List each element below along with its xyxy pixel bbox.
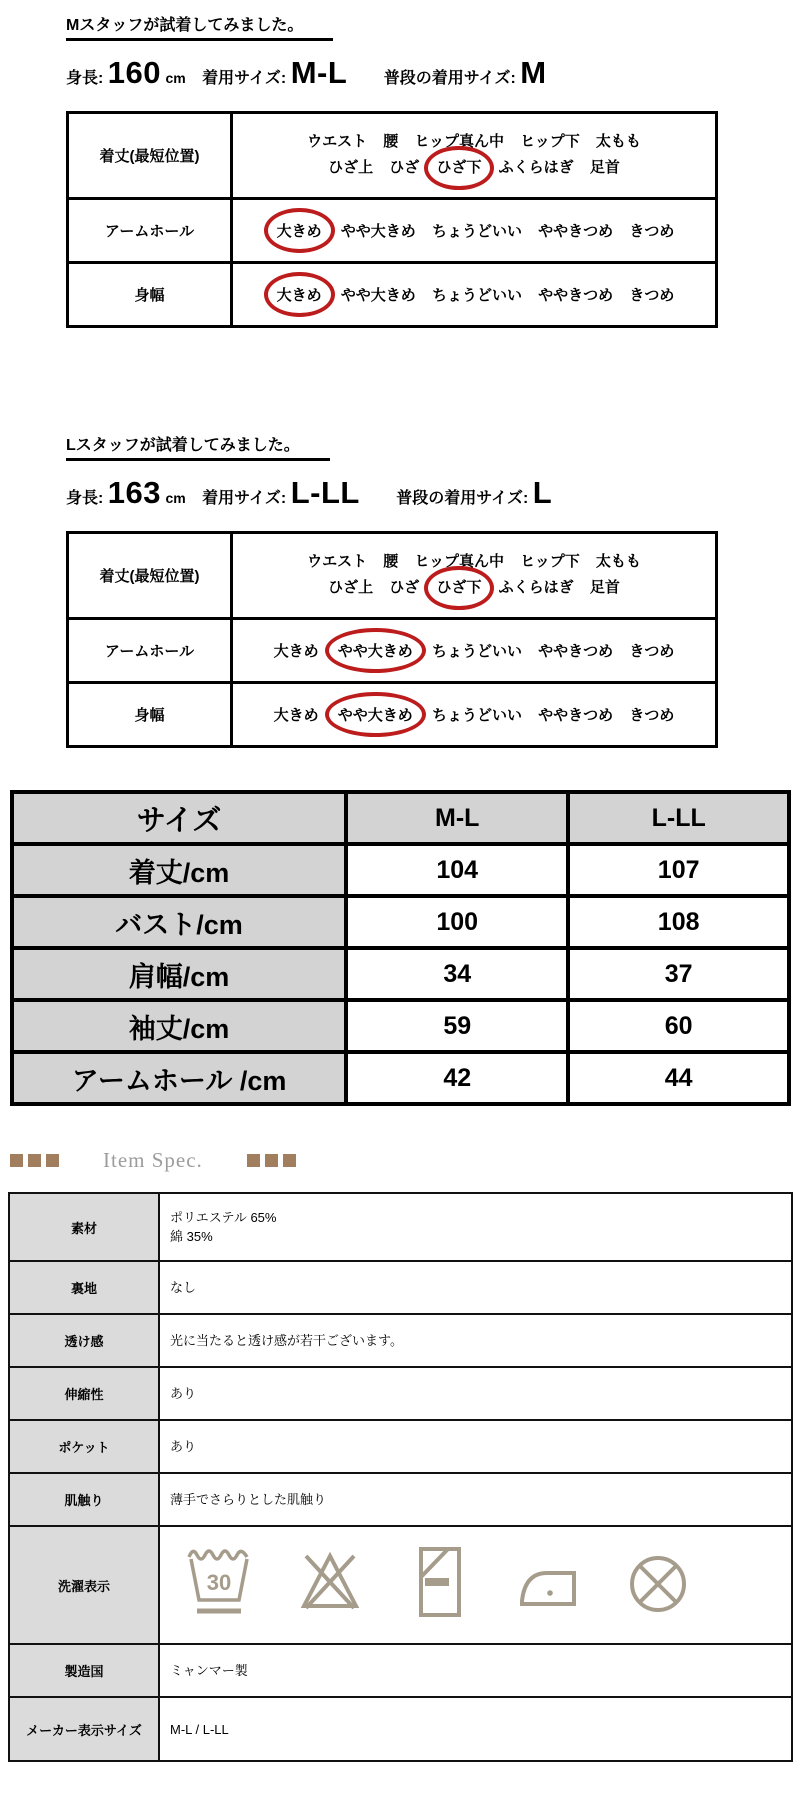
fit-review-stats-l [66,475,726,511]
fit-review-section-m [66,16,726,328]
fit-option-selected: ひざ下 [424,566,493,610]
spec-label: 素材 [9,1193,159,1261]
row-options [232,533,717,619]
spec-value [159,1526,792,1644]
spec-label: 製造国 [9,1644,159,1697]
table-header-row [12,792,789,844]
fit-option: 腰 [383,132,399,150]
fit-option: きつめ [629,707,675,724]
row-label: バスト/cm [12,896,346,948]
fit-option: ひざ [389,158,420,176]
spec-label: 透け感 [9,1314,159,1367]
iron-low-icon [512,1542,584,1628]
decor-squares-icon [10,1154,59,1167]
cell-value: 107 [568,844,789,896]
spec-row-pocket [9,1420,792,1473]
cell-value: 42 [346,1052,568,1104]
fit-option: 大きめ [273,707,319,724]
wear-size-value: L-LL [290,475,360,510]
fit-review-table-l [66,531,718,748]
fit-option: ややきつめ [538,287,614,304]
height-value: 163 [107,475,162,510]
fit-review-stats-m [66,55,726,91]
spec-value: M-L / L-LL [159,1697,792,1761]
fit-option: ちょうどいい [431,707,522,724]
item-spec-heading [10,1148,296,1173]
fit-option: きつめ [629,287,675,304]
fit-option-selected: ひざ下 [424,146,493,190]
height-label: 身長: [66,70,104,87]
spec-value: あり [159,1420,792,1473]
table-row [12,1052,789,1104]
usual-size-label: 普段の着用サイズ: [383,70,516,87]
fit-option: ヒップ下 [520,132,580,150]
cell-value: 37 [568,948,789,1000]
fit-option: 大きめ [273,643,319,660]
table-row [12,896,789,948]
spec-label: 裏地 [9,1261,159,1314]
wear-size-label: 着用サイズ: [202,70,287,87]
do-not-bleach-icon [292,1542,368,1628]
size-col-ml: M-L [346,792,568,844]
svg-text:30: 30 [206,1570,232,1595]
row-label: 袖丈/cm [12,1000,346,1052]
cell-value: 59 [346,1000,568,1052]
laundry-icons [170,1542,781,1628]
fit-option-selected: 大きめ [264,272,335,317]
size-col-lll: L-LL [568,792,789,844]
spec-row-maker-size [9,1697,792,1761]
spec-label: メーカー表示サイズ [9,1697,159,1761]
row-label: 身幅 [68,263,232,327]
fit-option: ひざ [389,578,420,596]
fit-review-title-l: Lスタッフが試着してみました。 [66,436,330,461]
spec-row-care-symbols [9,1526,792,1644]
spec-label: ポケット [9,1420,159,1473]
wear-size-label: 着用サイズ: [202,490,287,507]
row-label: アームホール /cm [12,1052,346,1104]
row-label: 身幅 [68,683,232,747]
row-options [232,619,717,683]
spec-row-stretch [9,1367,792,1420]
row-label: アームホール [68,619,232,683]
table-row [68,683,717,747]
table-row [68,113,717,199]
spec-row-sheerness [9,1314,792,1367]
fit-option: ヒップ真ん中 [414,552,504,570]
usual-size-value: M [520,55,547,90]
row-label: 着丈(最短位置) [68,533,232,619]
fit-option: ややきつめ [538,643,614,660]
fit-option: ややきつめ [538,707,614,724]
fit-option: ウエスト [307,552,368,570]
height-unit: cm [165,490,186,506]
spec-row-lining [9,1261,792,1314]
fit-option: きつめ [629,643,675,660]
cell-value: 34 [346,948,568,1000]
row-options [232,113,717,199]
fit-option: ちょうどいい [431,643,522,660]
usual-size-value: L [532,475,553,510]
table-row [12,844,789,896]
table-row [12,1000,789,1052]
fit-review-section-l [66,436,726,748]
height-value: 160 [107,55,162,90]
fit-option-selected: やや大きめ [325,628,426,673]
fit-option: ウエスト [307,132,368,150]
spec-row-country [9,1644,792,1697]
cell-value: 60 [568,1000,789,1052]
row-options [232,683,717,747]
fit-option: ふくらはぎ [498,578,574,596]
spec-value: なし [159,1261,792,1314]
size-chart-table [10,790,791,1106]
height-unit: cm [165,70,186,86]
table-row [68,199,717,263]
fit-option: ヒップ真ん中 [414,132,504,150]
item-spec-table [8,1192,793,1762]
table-row [68,533,717,619]
fit-option: きつめ [629,223,675,240]
fit-option-selected: やや大きめ [325,692,426,737]
fit-option: ちょうどいい [431,223,522,240]
fit-option: やや大きめ [340,287,416,304]
fit-option: 太もも [595,552,641,570]
row-options [232,263,717,327]
spec-label: 肌触り [9,1473,159,1526]
cell-value: 100 [346,896,568,948]
usual-size-label: 普段の着用サイズ: [396,490,529,507]
spec-value: ミャンマー製 [159,1644,792,1697]
fit-option: ふくらはぎ [498,158,574,176]
spec-value: ポリエステル 65% 綿 35% [159,1193,792,1261]
fit-review-table-m [66,111,718,328]
row-label: 着丈(最短位置) [68,113,232,199]
fit-option: ちょうどいい [431,287,522,304]
spec-value: 薄手でさらりとした肌触り [159,1473,792,1526]
cell-value: 44 [568,1052,789,1104]
row-label: アームホール [68,199,232,263]
row-label: 肩幅/cm [12,948,346,1000]
do-not-dry-clean-icon [620,1542,696,1628]
table-row [12,948,789,1000]
fit-option-selected: 大きめ [264,208,335,253]
cell-value: 104 [346,844,568,896]
row-options [232,199,717,263]
table-row [68,619,717,683]
spec-row-texture [9,1473,792,1526]
spec-value: あり [159,1367,792,1420]
fit-option: 足首 [589,158,620,176]
spec-value: 光に当たると透け感が若干ございます。 [159,1314,792,1367]
height-label: 身長: [66,490,104,507]
fit-option: ひざ上 [328,578,374,596]
fit-option: 腰 [383,552,399,570]
size-header: サイズ [12,792,346,844]
wear-size-value: M-L [290,55,348,90]
spec-label: 伸縮性 [9,1367,159,1420]
fit-option: やや大きめ [340,223,416,240]
fit-review-title-m: Mスタッフが試着してみました。 [66,16,333,41]
item-spec-title: Item Spec. [103,1148,203,1172]
fit-option: ひざ上 [328,158,374,176]
fit-option: 太もも [595,132,641,150]
fit-option: 足首 [589,578,620,596]
fit-option: ややきつめ [538,223,614,240]
spec-label: 洗濯表示 [9,1526,159,1644]
decor-squares-icon [247,1154,296,1167]
wash-30-gentle-icon [184,1542,256,1628]
fit-option: ヒップ下 [520,552,580,570]
row-label: 着丈/cm [12,844,346,896]
table-row [68,263,717,327]
dry-in-shade-icon [404,1542,476,1628]
spec-row-material [9,1193,792,1261]
cell-value: 108 [568,896,789,948]
